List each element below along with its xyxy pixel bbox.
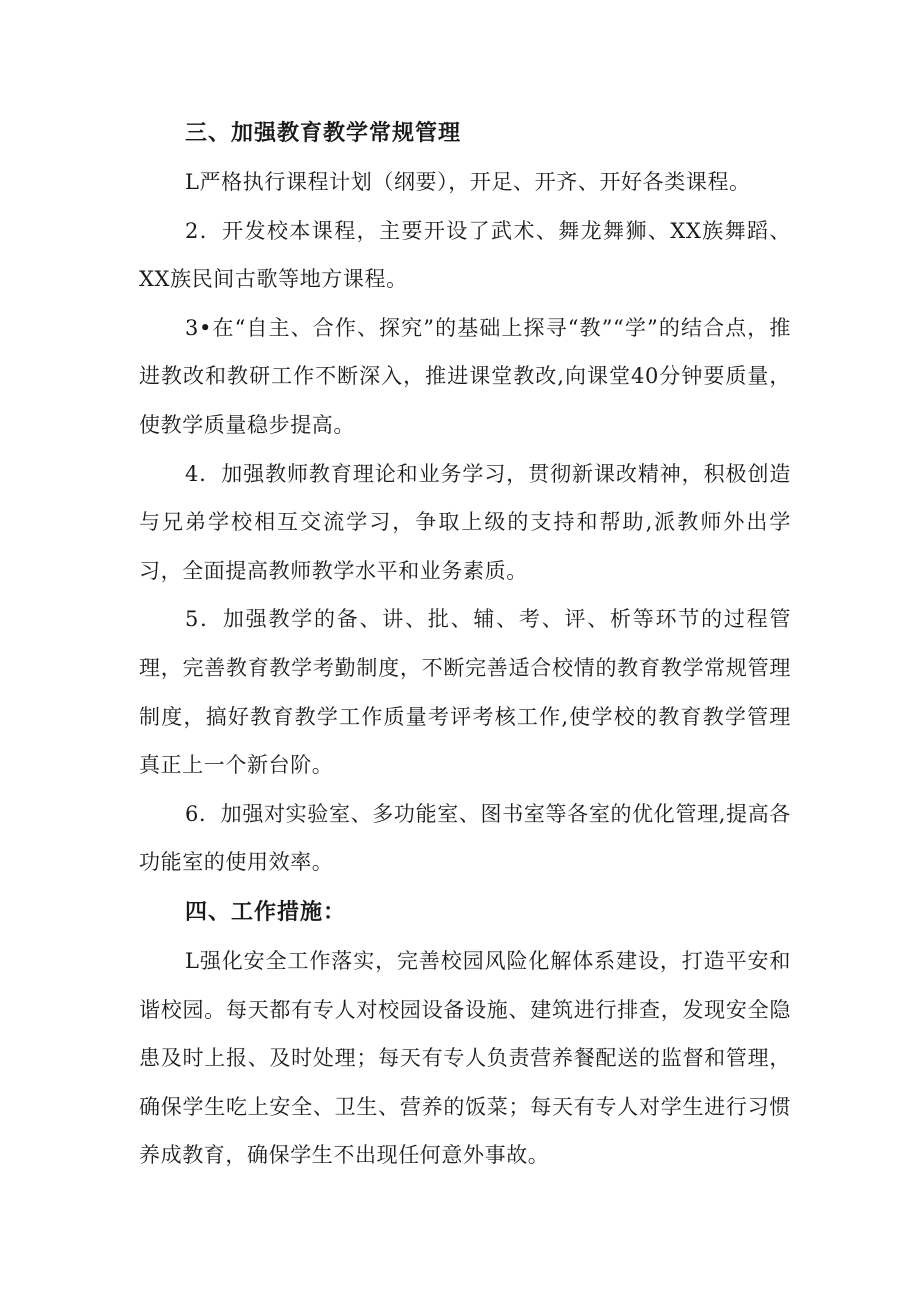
section-heading-3: 三、加强教育教学常规管理 xyxy=(185,121,462,146)
paragraph-item-3: 3•在“自主、合作、探究”的基础上探寻“教”“学”的结合点，推进教改和教研工作不断深入，推进课堂教改,向课堂40分钟要质量，使教学质量稳步提高。 xyxy=(139,315,791,437)
paragraph-item-5: 5．加强教学的备、讲、批、辅、考、评、析等环节的过程管理，完善教育教学考勤制度，不断完善适合校情的教育教学常规管理制度，搞好教育教学工作质量考评考核工作,使学校的教育教学管理真正上一个新台阶。 xyxy=(139,607,791,778)
paragraph-item-2: 2．开发校本课程，主要开设了武术、舞龙舞狮、XX族舞蹈、XX族民间古歌等地方课程。 xyxy=(139,218,791,292)
paragraph-item-1: L严格执行课程计划（纲要），开足、开齐、开好各类课程。 xyxy=(185,170,751,194)
paragraph-item-6: 6．加强对实验室、多功能室、图书室等各室的优化管理,提高各功能室的使用效率。 xyxy=(139,801,791,875)
document-body xyxy=(139,110,791,1180)
paragraph-measure-1: L强化安全工作落实，完善校园风险化解体系建设，打造平安和谐校园。每天都有专人对校园设备设施、建筑进行排查，发现安全隐患及时上报、及时处理；每天有专人负责营养餐配送的监督和管理，确保学生吃上安全、卫生、营养的饭菜；每天有专人对学生进行习惯养成教育，确保学生不出现任何意外事故。 xyxy=(139,948,791,1168)
paragraph-item-4: 4．加强教师教育理论和业务学习，贯彻新课改精神，积极创造与兄弟学校相互交流学习，争取上级的支持和帮助,派教师外出学习，全面提高教师教学水平和业务素质。 xyxy=(139,461,791,583)
section-heading-4: 四、工作措施： xyxy=(185,899,347,925)
